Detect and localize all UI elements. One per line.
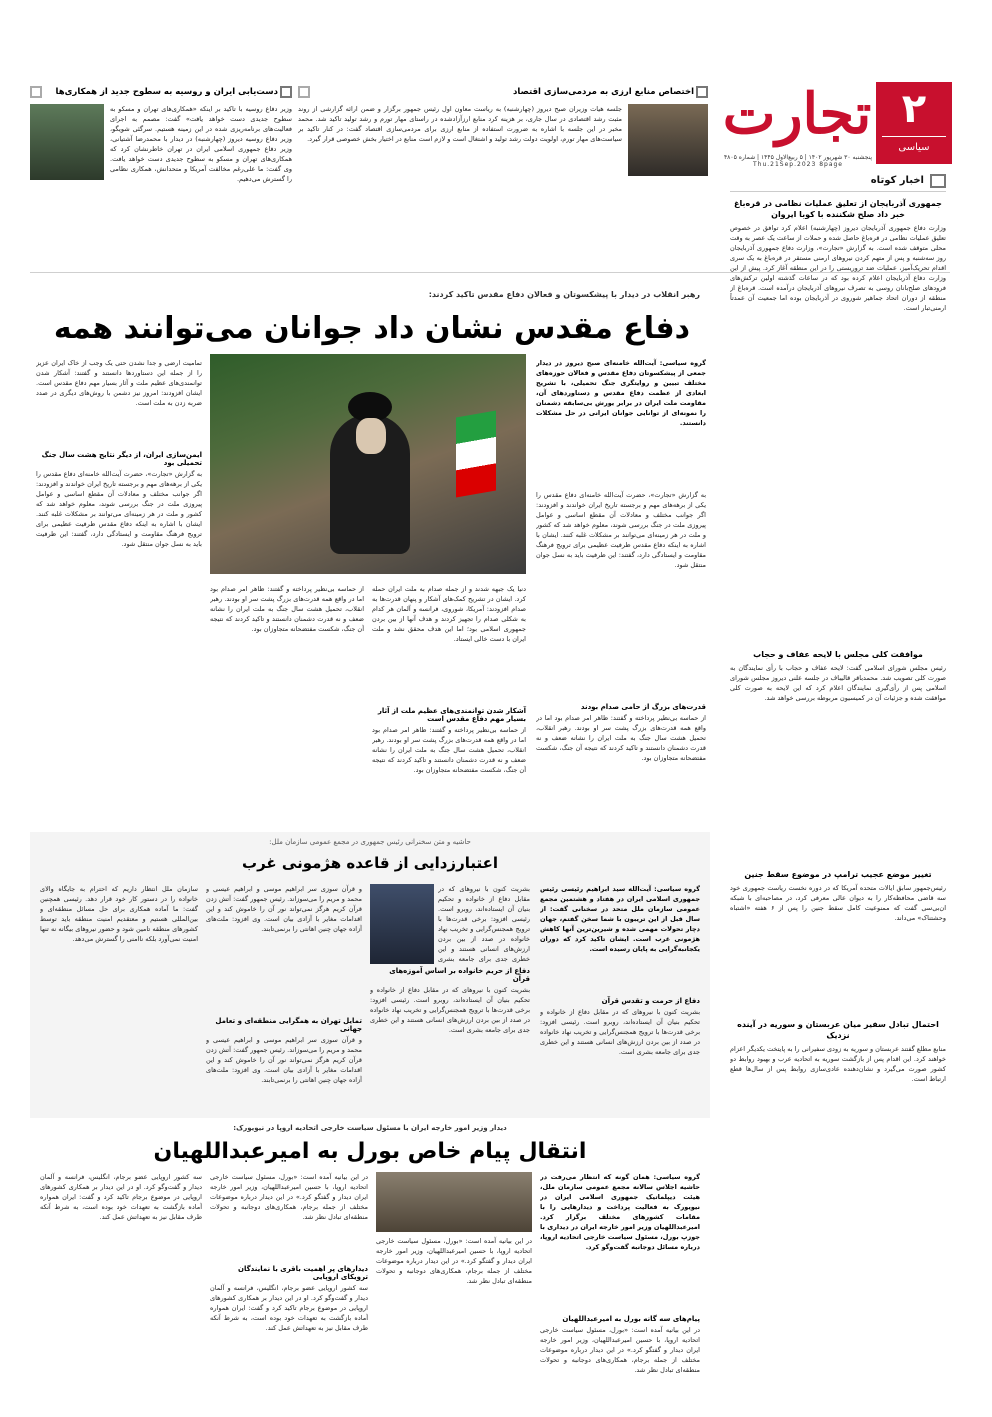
top-story-russia bbox=[30, 84, 292, 259]
second-subhead: دفاع از حریم خانواده بر اساس آموزه‌های قرآن bbox=[389, 967, 530, 983]
news-item-headline: جمهوری آذربایجان از تعلیق عملیات نظامی در قره‌باغ خبر داد صلح شکننده با کوبا ایروان bbox=[734, 199, 942, 219]
main-col-1: به گزارش «تجارت»، حضرت آیت‌الله خامنه‌ای دفاع مقدس را یکی از برهه‌های مهم و برجسته تاریخ ایران خواندند و افزودند: اگر جوانب مختلف و معادلات آن مقطع اساسی و عوامل پیروزی ملت در جنگ بررسی شوند، معلوم خواهد شد که کشور و ملت در هر زمینه‌ای می‌توانند بر مشکلات غلبه کنند. ایشان با اشاره به اینکه دفاع مقدس ظرفیت عظیمی برای ترویج فرهنگ مقاومت و ایستادگی دارد، گفتند: این ظرفیت باید به نسل جوان منتقل شود. قدرت‌های بزرگ از حامی صدام بودند از حماسه بی‌نظیر پرداخته و گفتند: ظاهر امر صدام بود اما در واقع همه قدرت‌های بزرگ پشت سر او بودند. رهبر انقلاب، تحمیل هشت سال جنگ به ملت ایران را نشانه ضعف و نه قدرت دشمنان دانستند و تاکید کردند که نتیجه آن جنگ، شکست مفتضحانه متجاوزان بود. bbox=[536, 491, 706, 762]
second-kicker: حاشیه و متن سخنرانی رئیس جمهوری در مجمع عمومی سازمان ملل: bbox=[269, 838, 471, 846]
official-portrait-photo bbox=[628, 104, 708, 176]
leader-speech-photo bbox=[210, 354, 526, 574]
main-col-3: از حماسه بی‌نظیر پرداخته و گفتند: ظاهر امر صدام بود اما در واقع همه قدرت‌های بزرگ پشت سر او بودند. رهبر انقلاب، تحمیل هشت سال جنگ به ملت ایران را نشانه ضعف و نه قدرت دشمنان دانستند و تاکید کردند که نتیجه آن جنگ، شکست مفتضحانه متجاوزان بود. bbox=[210, 585, 364, 633]
second-subhead: تمایل تهران به همگرایی منطقه‌ای و تعامل جهانی bbox=[215, 1017, 362, 1033]
news-item-headline: تغییر موضع عجیب ترامپ در موضوع سقط جنین bbox=[744, 870, 932, 879]
second-subhead: دفاع از حرمت و تقدس قرآن bbox=[601, 997, 700, 1005]
main-col-4: تمامیت ارضی و جدا نشدن حتی یک وجب از خاک ایران عزیز را از جمله این دستاوردها دانستند و گفتند: آشکار شدن توانمندی‌های عظیم ملت و آثار بسیار مهم دفاع مقدس است. ایشان افزودند: امروز نیز دشمن با روش‌های دیگری در صدد ضربه زدن به ملت است. ایمن‌سازی ایران، از دیگر نتایج هشت سال جنگ تحمیلی بود به گزارش «تجارت»، حضرت آیت‌الله خامنه‌ای دفاع مقدس را یکی از برهه‌های مهم و برجسته تاریخ ایران خواندند و افزودند: اگر جوانب مختلف و معادلات آن مقطع اساسی و عوامل پیروزی ملت در جنگ بررسی شوند، معلوم خواهد شد که کشور و ملت در هر زمینه‌ای می‌توانند بر مشکلات غلبه کنند. ایشان با اشاره به اینکه دفاع مقدس ظرفیت عظیمی برای ترویج فرهنگ مقاومت و ایستادگی دارد، گفتند: این ظرفیت باید به نسل جوان منتقل شود. bbox=[36, 359, 202, 548]
bullet-box-icon bbox=[280, 86, 292, 98]
corner-box-icon bbox=[30, 86, 42, 98]
top-story-economy bbox=[298, 84, 708, 259]
top-story-headline: دست‌یابی ایران و روسیه به سطوح جدید از همکاری‌ها bbox=[30, 84, 292, 100]
section-label: سیاسی bbox=[882, 136, 946, 153]
main-col-2: دنیا یک جبهه شدند و از جمله صدام به ملت ایران حمله کرد. ایشان در تشریح کمک‌های آشکار و پنهان قدرت‌ها به صدام افزودند: آمریکا، شوروی، فرانسه و آلمان هر کدام به شکلی صدام را تجهیز کردند و هدف آنها از بین بردن جمهوری اسلامی بود؛ اما این هدف محقق نشد و ملت ایران با دست خالی ایستاد. آشکار شدن توانمندی‌های عظیم ملت از آثار بسیار مهم دفاع مقدس است از حماسه بی‌نظیر پرداخته و گفتند: ظاهر امر صدام بود اما در واقع همه قدرت‌های بزرگ پشت سر او بودند. رهبر انقلاب، تحمیل هشت سال جنگ به ملت ایران را نشانه ضعف و نه قدرت دشمنان دانستند و تاکید کردند که نتیجه آن جنگ، شکست مفتضحانه متجاوزان بود. bbox=[372, 585, 526, 774]
second-col-2: بشریت کنون با نیروهای که در مقابل دفاع از خانواده و تحکیم بنیان آن ایستاده‌اند، روبرو است. رئیسی افزود: برخی قدرت‌ها با ترویج همجنس‌گرایی و تخریب نهاد خانواده در صدد از بین بردن ارزش‌های انسانی هستند و این خطری جدی برای جامعه بشری دفاع از حریم خانواده بر اساس آموزه‌های قرآن بشریت کنون با نیروهای که در مقابل دفاع از خانواده و تحکیم بنیان آن ایستاده‌اند، روبرو است. رئیسی افزود: برخی قدرت‌ها با ترویج همجنس‌گرایی و تخریب نهاد خانواده در صدد از بین بردن ارزش‌های انسانی هستند و این خطری جدی برای جامعه بشری است. bbox=[370, 885, 530, 1034]
third-col-4: سه کشور اروپایی عضو برجام، انگلیس، فرانسه و آلمان دیدار و گفت‌وگو کرد. او در این دیدار بر همکاری کشورهای اروپایی در موضوع برجام تاکید کرد و گفت: ایران همواره آماده بازگشت به تعهدات خود بوده است، به شرط آنکه طرف مقابل نیز به تعهداتش عمل کند. bbox=[40, 1173, 202, 1221]
news-item bbox=[730, 198, 946, 643]
speaker-face bbox=[356, 418, 386, 454]
news-column bbox=[730, 170, 946, 1330]
second-col-3: و قرآن سوزی سر ابراهیم موسی و ابراهیم عیسی و محمد و مریم را می‌سوزاند. رئیس جمهور گفت: آتش زدن قرآن کریم هرگز نمی‌تواند نور آن را خاموش کند و این اقدامات مغایر با آزادی بیان است. وی افزود: ملت‌های آزاده جهان چنین اهانتی را برنمی‌تابند. تمایل تهران به همگرایی منطقه‌ای و تعامل جهانی و قرآن سوزی سر ابراهیم موسی و ابراهیم عیسی و محمد و مریم را می‌سوزاند. رئیس جمهور گفت: آتش زدن قرآن کریم هرگز نمی‌تواند نور آن را خاموش کند و این اقدامات مغایر با آزادی بیان است. وی افزود: ملت‌های آزاده جهان چنین اهانتی را برنمی‌تابند. bbox=[206, 885, 362, 1084]
second-col-4: سازمان ملل انتظار داریم که احترام به جایگاه والای خانواده را در دستور کار خود قرار دهد. رئیسی همچنین گفت: ما آماده همکاری برای حل مسائل منطقه‌ای و بین‌المللی هستیم و معتقدیم امنیت منطقه باید توسط کشورهای منطقه تامین شود و حضور نیروهای بیگانه نه تنها امنیت نمی‌آورد بلکه ناامنی را گسترش می‌دهد. bbox=[40, 885, 198, 943]
page-number-box bbox=[876, 82, 952, 164]
date-fa: پنجشنبه ۳۰ شهریور ۱۴۰۲ | ۵ ربیع‌الاول ۱۴۴۵ | شماره ۴۸۰۵ bbox=[723, 154, 873, 161]
third-subhead: پیام‌های سه گانه بورل به امیرعبداللهیان bbox=[562, 1315, 700, 1323]
section-divider bbox=[30, 272, 950, 273]
page-number: ۲ bbox=[901, 86, 927, 132]
iran-flag-shape bbox=[456, 410, 496, 497]
third-kicker: دیدار وزیر امور خارجه ایران با مسئول سیاست خارجی اتحادیه اروپا در نیویورک: bbox=[233, 1124, 507, 1132]
third-headline: انتقال پیام خاص بورل به امیرعبداللهیان bbox=[153, 1139, 587, 1164]
third-subhead: دیدارهای پر اهمیت باقری با نمایندگان ترویکای اروپایی bbox=[238, 1265, 368, 1281]
second-col-1: گروه سیاسی: آیت‌الله سید ابراهیم رئیسی رئیس جمهوری اسلامی ایران در هفتاد و هشتمین مجمع عمومی سازمان ملل متحد در سخنانی گفت: از سال قبل از این تریبون با شما سخن گفتم، جهان دچار تحولات مهمی شده و شیرین‌ترین آنها کاهش هژمونی غرب است. ایشان تاکید کرد که دوران یکجانبه‌گرایی به پایان رسیده است. دفاع از حرمت و تقدس قرآن بشریت کنون با نیروهای که در مقابل دفاع از خانواده و تحکیم بنیان آن ایستاده‌اند، روبرو است. رئیسی افزود: برخی قدرت‌ها با ترویج همجنس‌گرایی و تخریب نهاد خانواده در صدد از بین بردن ارزش‌های انسانی هستند و این خطری جدی برای جامعه بشری است. bbox=[540, 885, 700, 1056]
news-item-body: رئیس مجلس شورای اسلامی گفت: لایحه عفاف و حجاب با رأی نمایندگان به صورت کلی تصویب شد. محمدباقر قالیباف در جلسه علنی دیروز مجلس شورای اسلامی پس از رأی‌گیری نمایندگان اعلام کرد که این لایحه به صورت کلی موافقت شده و جزئیات آن در کمیسیون مربوطه بررسی خواهد شد. bbox=[730, 664, 946, 702]
bullet-box-icon bbox=[930, 174, 946, 188]
top-story-headline: اختصاص منابع ارزی به مردمی‌سازی اقتصاد bbox=[298, 84, 708, 100]
news-item-body: رئیس‌جمهور سابق ایالات متحده آمریکا که در دوره نخست ریاست جمهوری خود سه قاضی محافظه‌کار را به دیوان عالی معرفی کرد، در مصاحبه‌ای با شبکه ان‌بی‌سی گفت که ممنوعیت کامل سقط جنین را پس از ۶ هفته «اشتباه وحشتناک» می‌داند. bbox=[730, 884, 946, 922]
main-subhead: آشکار شدن توانمندی‌های عظیم ملت از آثار بسیار مهم دفاع مقدس است bbox=[377, 707, 526, 723]
top-story-body: جلسه هیات وزیران صبح دیروز (چهارشنبه) به ریاست معاون اول رئیس جمهور برگزار و ضمن ارائه گزارشی از روند مثبت رشد اقتصادی در سال جاری، بر هزینه کرد منابع ارزآزادشده در راستای مهار تورم و رشد تولید تاکید شد. محمد مخبر در این جلسه با اشاره به ضرورت استفاده از منابع ارزی برای مردمی‌سازی اقتصاد گفت: در کنار تاکید بر سیاست‌های مهار تورم، اولویت دولت رشد تولید و اشتغال است و لازم است منابع در اختیار بخش خصوصی قرار گیرد. bbox=[298, 105, 622, 143]
top-story-body: وزیر دفاع روسیه با تاکید بر اینکه «همکاری‌های تهران و مسکو به سطوح جدیدی دست خواهد یافت» گفت: مصمم به اجرای فعالیت‌های برنامه‌ریزی شده در این زمینه هستیم. سرگئی شویگو، وزیر دفاع روسیه دیروز (چهارشنبه) در دیدار با محمدرضا آشتیانی، وزیر دفاع جمهوری اسلامی ایران در تهران خاطرنشان کرد که همکاری‌های تهران و مسکو به سطوح جدیدی دست خواهد یافت. وی گفت: ما علی‌رغم مخالفت آمریکا و متحدانش، همکاری نظامی را گسترش می‌دهیم. bbox=[110, 105, 292, 183]
main-lead: گروه سیاسی: آیت‌الله خامنه‌ای صبح دیروز در دیدار جمعی از پیشکسوتان دفاع مقدس و فعالان حوزه‌های مختلف تبیین و روایتگری جنگ تحمیلی، با تشریح ابعادی از عظمت دفاع مقدس و دستاوردهای آن، مقاومت ملت ایران در برابر یورش بی‌سابقه دشمنان را نمونه‌ای از توانایی جوانان ایرانی در حل مشکلات دانستند. bbox=[536, 359, 706, 427]
date-en: Thu.21Sep.2023 8page bbox=[752, 161, 843, 168]
main-subhead: قدرت‌های بزرگ از حامی صدام بودند bbox=[580, 703, 706, 711]
newspaper-logo: تجارت bbox=[722, 81, 872, 147]
third-col-3: در این بیانیه آمده است: «بورل، مسئول سیاست خارجی اتحادیه اروپا، با حسین امیرعبداللهیان، وزیر امور خارجه ایران دیدار و گفتگو کرد.» در این دیدار درباره موضوعات مختلف از جمله برجام، همکاری‌های دوجانبه و تحولات منطقه‌ای تبادل نظر شد. دیدارهای پر اهمیت باقری با نمایندگان ترویکای اروپایی سه کشور اروپایی عضو برجام، انگلیس، فرانسه و آلمان دیدار و گفت‌وگو کرد. او در این دیدار بر همکاری کشورهای اروپایی در موضوع برجام تاکید کرد و گفت: ایران همواره آماده بازگشت به تعهدات خود بوده است، به شرط آنکه طرف مقابل نیز به تعهداتش عمل کند. bbox=[210, 1173, 368, 1332]
third-col-1: گروه سیاسی: همان گونه که انتظار می‌رفت در حاشیه اجلاس سالانه مجمع عمومی سازمان ملل، هیئت دیپلماتیک جمهوری اسلامی ایران در نیویورک به فعالیت پرداخت و دیدارهایی را با مقامات کشورهای مختلف برگزار کرد. امیرعبداللهیان وزیر امور خارجه ایران در دیداری با جوزپ بورل، مسئول سیاست خارجی اتحادیه اروپا، درباره مسائل دوجانبه گفت‌وگو کرد. پیام‌های سه گانه بورل به امیرعبداللهیان در این بیانیه آمده است: «بورل، مسئول سیاست خارجی اتحادیه اروپا، با حسین امیرعبداللهیان، وزیر امور خارجه ایران دیدار و گفتگو کرد.» در این دیدار درباره موضوعات مختلف از جمله برجام، همکاری‌های دوجانبه و تحولات منطقه‌ای تبادل نظر شد. bbox=[540, 1173, 700, 1374]
official-portrait-photo bbox=[30, 104, 104, 180]
news-column-title: اخبار کوتاه bbox=[730, 170, 946, 192]
third-col-2: در این بیانیه آمده است: «بورل، مسئول سیاست خارجی اتحادیه اروپا، با حسین امیرعبداللهیان، وزیر امور خارجه ایران دیدار و گفتگو کرد.» در این دیدار درباره موضوعات مختلف از جمله برجام، همکاری‌های دوجانبه و تحولات منطقه‌ای تبادل نظر شد. bbox=[376, 1172, 532, 1402]
podium-photo bbox=[370, 884, 434, 964]
bullet-box-icon bbox=[696, 86, 708, 98]
news-item-body: منابع مطلع گفتند عربستان و سوریه به زودی سفیرانی را به پایتخت یکدیگر اعزام خواهند کرد. این اقدام پس از بازگشت سوریه به اتحادیه عرب و بهبود روابط دو کشور صورت می‌گیرد و نشان‌دهنده عادی‌سازی روابط پس از سال‌ها قطع ارتباط است. bbox=[730, 1045, 946, 1083]
meeting-photo bbox=[376, 1172, 532, 1232]
news-item bbox=[730, 869, 946, 1013]
news-item-headline: احتمال تبادل سفیر میان عربستان و سوریه در آینده نزدیک bbox=[737, 1020, 939, 1040]
corner-box-icon bbox=[298, 86, 310, 98]
dateline bbox=[722, 154, 874, 168]
news-item-body: وزارت دفاع جمهوری آذربایجان دیروز (چهارشنبه) اعلام کرد توافق در خصوص تعلیق عملیات نظامی در قره‌باغ حاصل شده و حملات از ساعت یک عصر به وقت محلی متوقف شده است. به گزارش «تجارت»، وزارت دفاع جمهوری آذربایجان روز سه‌شنبه و پس از متهم کردن نیروهای ارمنی مستقر در قره‌باغ به یک سری اقدام تحریک‌آمیز، عملیات ضد تروریستی را در این منطقه آغاز کرد. پیش از این وزارت دفاع آذربایجان اعلام کرده بود که در ساعات گذشته اولین ترکش‌های فرودهای صلح‌بانان روسی به تصرف نیروهای آذربایجان درآمده است. قره‌باغ از منطقه از دوران اتحاد جماهیر شوروی در آذربایجان بوده اما جمعیت آن عمدتاً ارمنی‌تبار است. bbox=[730, 224, 946, 312]
news-item bbox=[730, 649, 946, 863]
main-headline: دفاع مقدس نشان داد جوانان می‌توانند همه bbox=[53, 311, 691, 346]
second-headline: اعتبارزدایی از قاعده هژمونی غرب bbox=[242, 854, 498, 872]
main-kicker: رهبر انقلاب در دیدار با پیشکسوتان و فعالان دفاع مقدس تاکید کردند: bbox=[428, 290, 700, 299]
news-item bbox=[730, 1019, 946, 1194]
news-item-headline: موافقت کلی مجلس با لایحه عفاف و حجاب bbox=[753, 650, 923, 659]
main-subhead: ایمن‌سازی ایران، از دیگر نتایج هشت سال جنگ تحمیلی بود bbox=[41, 451, 202, 467]
